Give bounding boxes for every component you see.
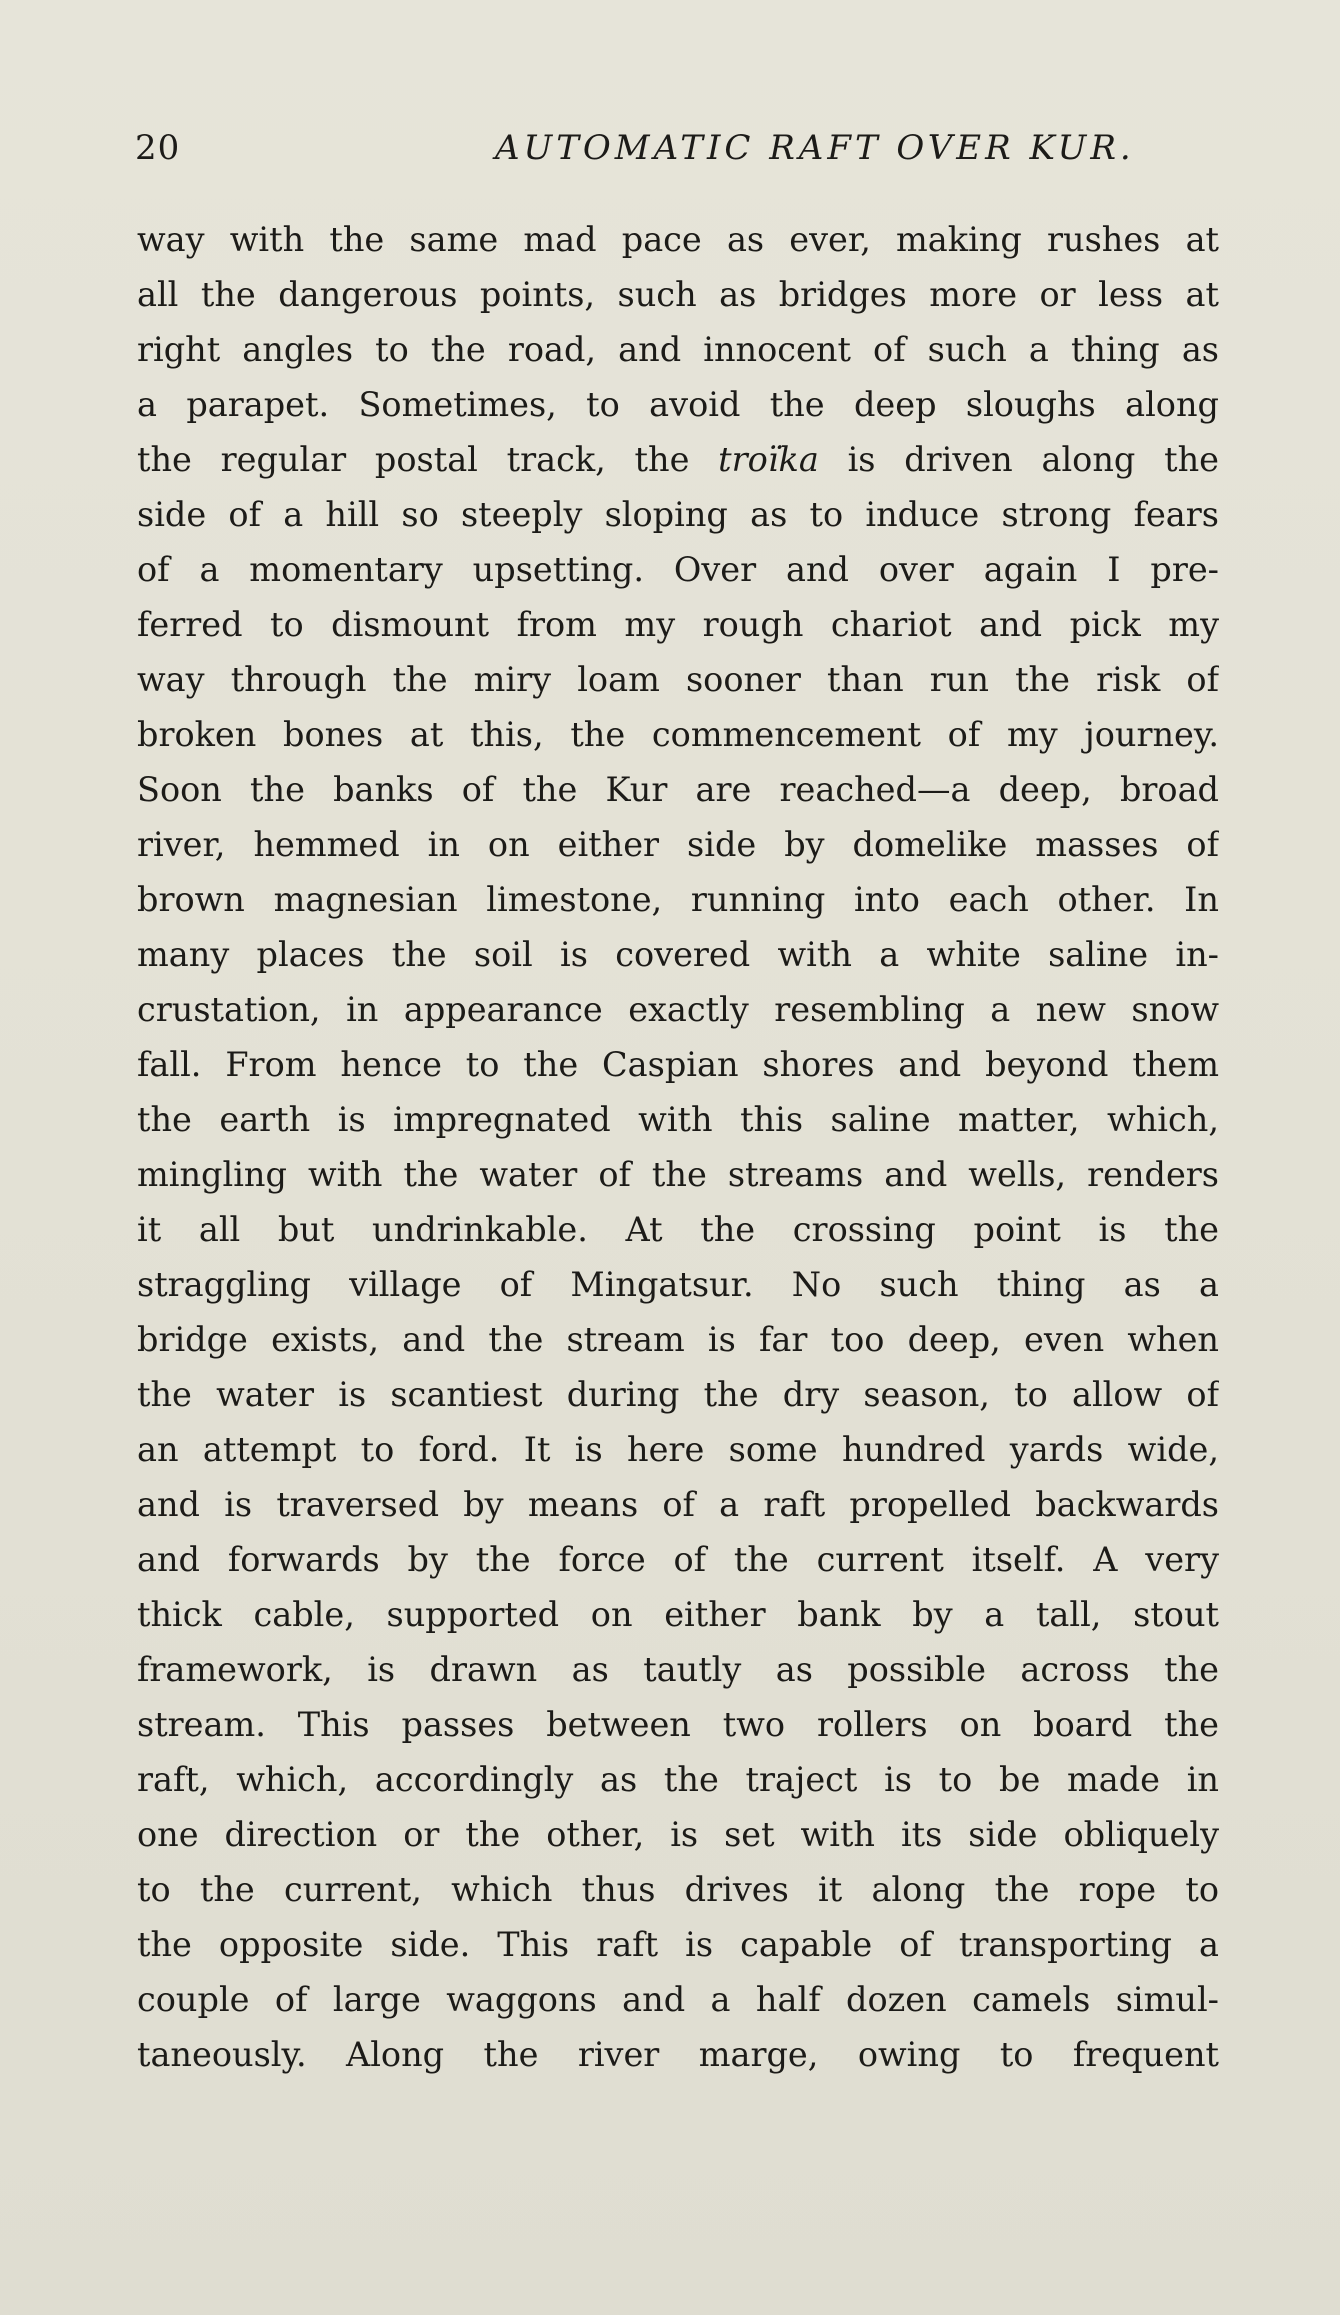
text-line: many places the soil is covered with a white saline in- <box>137 935 1219 974</box>
text-line-with-italic: the regular postal track, the troïka is driven along the <box>137 440 1219 479</box>
text-line: the earth is impregnated with this saline matter, which, <box>137 1100 1219 1139</box>
text-line: one direction or the other, is set with its side obliquely <box>137 1815 1219 1854</box>
text-line: the water is scantiest during the dry season, to allow of <box>137 1375 1219 1414</box>
text-line: bridge exists, and the stream is far too deep, even when <box>137 1320 1219 1359</box>
text-line: couple of large waggons and a half dozen camels simul- <box>137 1980 1219 2019</box>
text-line: of a momentary upsetting. Over and over again I pre- <box>137 550 1219 589</box>
text-line: side of a hill so steeply sloping as to induce strong fears <box>137 495 1219 534</box>
text-line: river, hemmed in on either side by domelike masses of <box>137 825 1219 864</box>
text-line: mingling with the water of the streams and wells, renders <box>137 1155 1219 1194</box>
text-line: all the dangerous points, such as bridges more or less at <box>137 275 1219 314</box>
text-line: way through the miry loam sooner than run the risk of <box>137 660 1219 699</box>
text-line: the opposite side. This raft is capable of transporting a <box>137 1925 1219 1964</box>
text-line: brown magnesian limestone, running into each other. In <box>137 880 1219 919</box>
text-line: broken bones at this, the commencement of my journey. <box>137 715 1219 754</box>
body-text <box>137 212 1219 2082</box>
text-line: a parapet. Sometimes, to avoid the deep sloughs along <box>137 385 1219 424</box>
text-line: to the current, which thus drives it along the rope to <box>137 1870 1219 1909</box>
text-line: right angles to the road, and innocent of such a thing as <box>137 330 1219 369</box>
text-line: thick cable, supported on either bank by a tall, stout <box>137 1595 1219 1634</box>
text-line: an attempt to ford. It is here some hundred yards wide, <box>137 1430 1219 1469</box>
text-line: framework, is drawn as tautly as possible across the <box>137 1650 1219 1689</box>
text-line: fall. From hence to the Caspian shores and beyond them <box>137 1045 1219 1084</box>
text-line: it all but undrinkable. At the crossing point is the <box>137 1210 1219 1249</box>
text-line: straggling village of Mingatsur. No such thing as a <box>137 1265 1219 1304</box>
text-line: raft, which, accordingly as the traject is to be made in <box>137 1760 1219 1799</box>
text-line: stream. This passes between two rollers on board the <box>137 1705 1219 1744</box>
text-line: ferred to dismount from my rough chariot and pick my <box>137 605 1219 644</box>
text-line: taneously. Along the river marge, owing to frequent <box>137 2035 1219 2074</box>
page-number: 20 <box>135 128 181 168</box>
text-line: way with the same mad pace as ever, making rushes at <box>137 220 1219 259</box>
text-line: crustation, in appearance exactly resembling a new snow <box>137 990 1219 1029</box>
text-line: and forwards by the force of the current itself. A very <box>137 1540 1219 1579</box>
italic-word: troïka <box>718 440 819 479</box>
text-line: and is traversed by means of a raft propelled backwards <box>137 1485 1219 1524</box>
running-head: AUTOMATIC RAFT OVER KUR. <box>495 128 1135 168</box>
text-line: Soon the banks of the Kur are reached—a deep, broad <box>137 770 1219 809</box>
page-header <box>135 128 1220 178</box>
